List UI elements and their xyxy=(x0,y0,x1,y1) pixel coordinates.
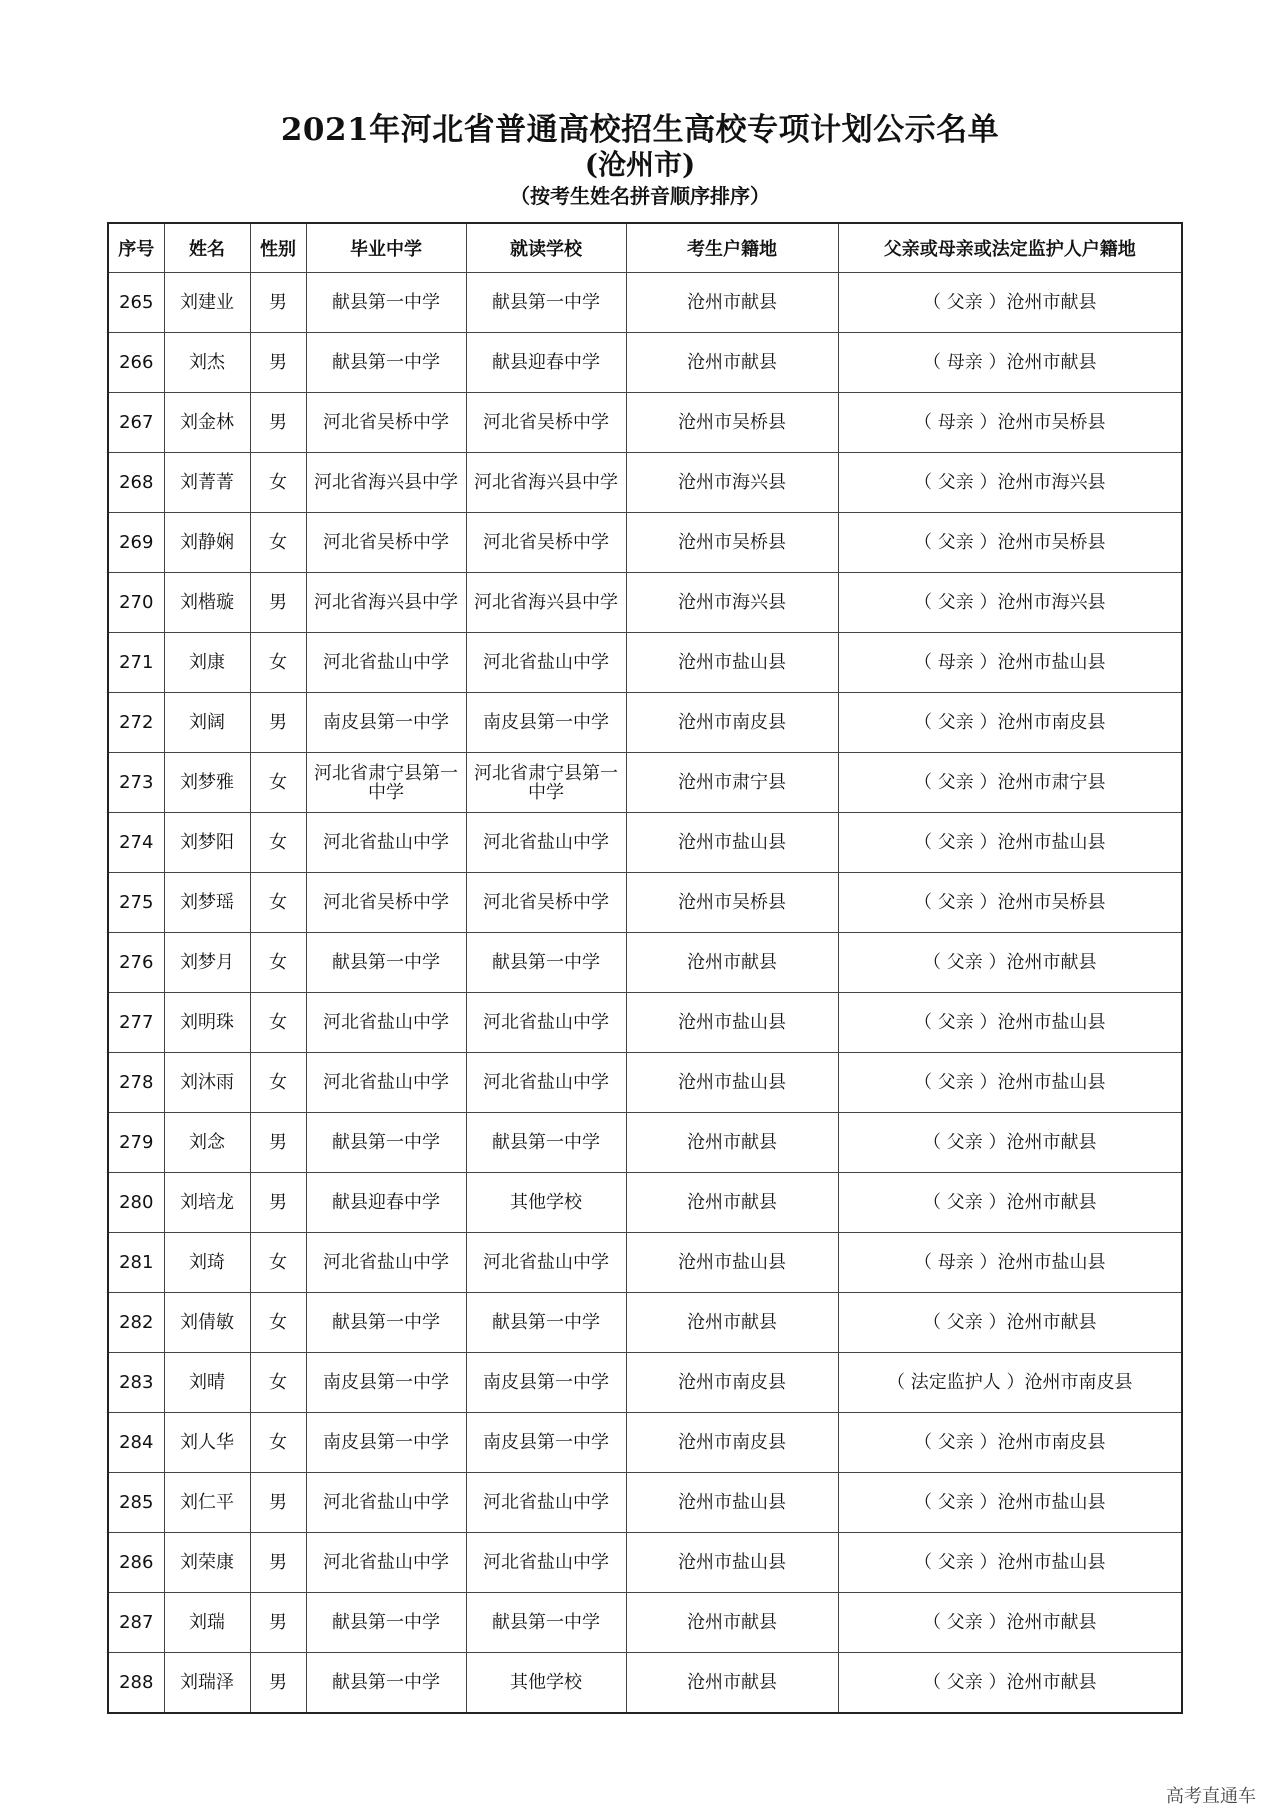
row-household-registration: 沧州市南皮县 xyxy=(626,1353,838,1413)
table-row xyxy=(108,1353,1182,1413)
admission-list-table xyxy=(107,222,1183,1714)
row-graduated-school: 河北省吴桥中学 xyxy=(306,513,466,573)
row-name: 刘倩敏 xyxy=(164,1293,250,1353)
table-row xyxy=(108,393,1182,453)
row-seq: 273 xyxy=(108,753,164,813)
row-graduated-school: 献县第一中学 xyxy=(306,933,466,993)
row-current-school: 河北省吴桥中学 xyxy=(466,873,626,933)
row-name: 刘杰 xyxy=(164,333,250,393)
row-graduated-school: 献县第一中学 xyxy=(306,1113,466,1173)
row-guardian-registration: （ 父亲 ）沧州市献县 xyxy=(838,1113,1182,1173)
row-household-registration: 沧州市海兴县 xyxy=(626,453,838,513)
column-header-gender: 性别 xyxy=(250,223,306,273)
table-row xyxy=(108,1053,1182,1113)
row-guardian-registration: （ 母亲 ）沧州市献县 xyxy=(838,333,1182,393)
row-name: 刘人华 xyxy=(164,1413,250,1473)
row-seq: 287 xyxy=(108,1593,164,1653)
row-guardian-registration: （ 父亲 ）沧州市海兴县 xyxy=(838,453,1182,513)
row-guardian-registration: （ 父亲 ）沧州市献县 xyxy=(838,273,1182,333)
row-gender: 男 xyxy=(250,1113,306,1173)
row-graduated-school: 河北省盐山中学 xyxy=(306,1533,466,1593)
row-guardian-registration: （ 母亲 ）沧州市吴桥县 xyxy=(838,393,1182,453)
row-current-school: 河北省吴桥中学 xyxy=(466,393,626,453)
row-current-school: 河北省海兴县中学 xyxy=(466,573,626,633)
row-current-school: 河北省盐山中学 xyxy=(466,813,626,873)
row-seq: 279 xyxy=(108,1113,164,1173)
row-name: 刘康 xyxy=(164,633,250,693)
table-row xyxy=(108,333,1182,393)
column-header-guardian-registration: 父亲或母亲或法定监护人户籍地 xyxy=(838,223,1182,273)
row-name: 刘明珠 xyxy=(164,993,250,1053)
row-name: 刘念 xyxy=(164,1113,250,1173)
row-name: 刘菁菁 xyxy=(164,453,250,513)
row-seq: 266 xyxy=(108,333,164,393)
row-seq: 272 xyxy=(108,693,164,753)
row-name: 刘楷璇 xyxy=(164,573,250,633)
row-gender: 女 xyxy=(250,1233,306,1293)
row-gender: 男 xyxy=(250,1593,306,1653)
row-current-school: 南皮县第一中学 xyxy=(466,693,626,753)
row-name: 刘瑞 xyxy=(164,1593,250,1653)
row-gender: 女 xyxy=(250,873,306,933)
row-seq: 270 xyxy=(108,573,164,633)
row-household-registration: 沧州市海兴县 xyxy=(626,573,838,633)
row-household-registration: 沧州市肃宁县 xyxy=(626,753,838,813)
row-current-school: 河北省盐山中学 xyxy=(466,1233,626,1293)
row-gender: 女 xyxy=(250,453,306,513)
row-gender: 女 xyxy=(250,1353,306,1413)
row-gender: 男 xyxy=(250,1173,306,1233)
row-gender: 女 xyxy=(250,1053,306,1113)
row-current-school: 河北省盐山中学 xyxy=(466,1533,626,1593)
row-name: 刘金林 xyxy=(164,393,250,453)
row-gender: 女 xyxy=(250,813,306,873)
row-gender: 女 xyxy=(250,1413,306,1473)
row-gender: 女 xyxy=(250,933,306,993)
row-gender: 女 xyxy=(250,1293,306,1353)
column-header-current-school: 就读学校 xyxy=(466,223,626,273)
table-row xyxy=(108,633,1182,693)
row-current-school: 河北省盐山中学 xyxy=(466,633,626,693)
row-seq: 280 xyxy=(108,1173,164,1233)
column-header-seq: 序号 xyxy=(108,223,164,273)
row-name: 刘梦阳 xyxy=(164,813,250,873)
row-household-registration: 沧州市献县 xyxy=(626,1293,838,1353)
row-graduated-school: 南皮县第一中学 xyxy=(306,1353,466,1413)
row-current-school: 献县第一中学 xyxy=(466,273,626,333)
row-guardian-registration: （ 父亲 ）沧州市盐山县 xyxy=(838,1053,1182,1113)
column-header-graduated-school: 毕业中学 xyxy=(306,223,466,273)
row-gender: 男 xyxy=(250,393,306,453)
row-seq: 269 xyxy=(108,513,164,573)
row-guardian-registration: （ 父亲 ）沧州市南皮县 xyxy=(838,693,1182,753)
row-current-school: 献县第一中学 xyxy=(466,1293,626,1353)
row-graduated-school: 河北省盐山中学 xyxy=(306,993,466,1053)
table-row xyxy=(108,453,1182,513)
row-name: 刘梦瑶 xyxy=(164,873,250,933)
row-seq: 276 xyxy=(108,933,164,993)
row-name: 刘荣康 xyxy=(164,1533,250,1593)
row-guardian-registration: （ 父亲 ）沧州市献县 xyxy=(838,1173,1182,1233)
row-guardian-registration: （ 父亲 ）沧州市吴桥县 xyxy=(838,513,1182,573)
row-guardian-registration: （ 母亲 ）沧州市盐山县 xyxy=(838,1233,1182,1293)
table-row xyxy=(108,933,1182,993)
row-current-school: 南皮县第一中学 xyxy=(466,1413,626,1473)
table-body xyxy=(108,273,1182,1714)
row-guardian-registration: （ 父亲 ）沧州市献县 xyxy=(838,933,1182,993)
table-row xyxy=(108,573,1182,633)
table-row xyxy=(108,693,1182,753)
row-seq: 267 xyxy=(108,393,164,453)
row-guardian-registration: （ 父亲 ）沧州市海兴县 xyxy=(838,573,1182,633)
table-row xyxy=(108,1533,1182,1593)
row-name: 刘静娴 xyxy=(164,513,250,573)
row-seq: 265 xyxy=(108,273,164,333)
row-seq: 285 xyxy=(108,1473,164,1533)
row-current-school: 河北省盐山中学 xyxy=(466,1053,626,1113)
row-seq: 282 xyxy=(108,1293,164,1353)
row-name: 刘瑞泽 xyxy=(164,1653,250,1714)
row-graduated-school: 河北省肃宁县第一中学 xyxy=(306,753,466,813)
row-gender: 男 xyxy=(250,1473,306,1533)
table-row xyxy=(108,873,1182,933)
row-seq: 284 xyxy=(108,1413,164,1473)
row-seq: 274 xyxy=(108,813,164,873)
row-gender: 女 xyxy=(250,513,306,573)
row-name: 刘琦 xyxy=(164,1233,250,1293)
column-header-name: 姓名 xyxy=(164,223,250,273)
row-seq: 277 xyxy=(108,993,164,1053)
row-graduated-school: 河北省盐山中学 xyxy=(306,1233,466,1293)
sort-note: （按考生姓名拼音顺序排序） xyxy=(510,184,770,208)
table-row xyxy=(108,1473,1182,1533)
row-household-registration: 沧州市献县 xyxy=(626,933,838,993)
row-household-registration: 沧州市吴桥县 xyxy=(626,513,838,573)
row-household-registration: 沧州市盐山县 xyxy=(626,633,838,693)
row-seq: 288 xyxy=(108,1653,164,1714)
row-gender: 男 xyxy=(250,1533,306,1593)
document-title: 2021年河北省普通高校招生高校专项计划公示名单 xyxy=(280,112,1000,148)
row-household-registration: 沧州市献县 xyxy=(626,1593,838,1653)
row-guardian-registration: （ 父亲 ）沧州市献县 xyxy=(838,1593,1182,1653)
table-row xyxy=(108,513,1182,573)
row-household-registration: 沧州市盐山县 xyxy=(626,1473,838,1533)
row-current-school: 献县第一中学 xyxy=(466,1593,626,1653)
row-current-school: 河北省吴桥中学 xyxy=(466,513,626,573)
row-household-registration: 沧州市盐山县 xyxy=(626,813,838,873)
row-current-school: 其他学校 xyxy=(466,1653,626,1714)
row-name: 刘沐雨 xyxy=(164,1053,250,1113)
row-household-registration: 沧州市盐山县 xyxy=(626,1233,838,1293)
row-graduated-school: 献县第一中学 xyxy=(306,1653,466,1714)
row-graduated-school: 河北省吴桥中学 xyxy=(306,873,466,933)
row-current-school: 献县第一中学 xyxy=(466,1113,626,1173)
row-household-registration: 沧州市献县 xyxy=(626,1653,838,1714)
row-current-school: 献县第一中学 xyxy=(466,933,626,993)
row-guardian-registration: （ 父亲 ）沧州市盐山县 xyxy=(838,1473,1182,1533)
row-guardian-registration: （ 父亲 ）沧州市吴桥县 xyxy=(838,873,1182,933)
row-gender: 男 xyxy=(250,333,306,393)
row-gender: 男 xyxy=(250,693,306,753)
row-current-school: 其他学校 xyxy=(466,1173,626,1233)
row-guardian-registration: （ 父亲 ）沧州市南皮县 xyxy=(838,1413,1182,1473)
row-graduated-school: 献县第一中学 xyxy=(306,1293,466,1353)
row-name: 刘晴 xyxy=(164,1353,250,1413)
row-gender: 男 xyxy=(250,1653,306,1714)
row-seq: 275 xyxy=(108,873,164,933)
row-guardian-registration: （ 法定监护人 ）沧州市南皮县 xyxy=(838,1353,1182,1413)
row-current-school: 河北省盐山中学 xyxy=(466,1473,626,1533)
row-household-registration: 沧州市盐山县 xyxy=(626,1533,838,1593)
row-name: 刘梦月 xyxy=(164,933,250,993)
column-header-household-registration: 考生户籍地 xyxy=(626,223,838,273)
row-graduated-school: 河北省海兴县中学 xyxy=(306,573,466,633)
document-subtitle: (沧州市) xyxy=(584,148,696,181)
row-graduated-school: 河北省盐山中学 xyxy=(306,1053,466,1113)
row-household-registration: 沧州市盐山县 xyxy=(626,1053,838,1113)
table-row xyxy=(108,1173,1182,1233)
row-household-registration: 沧州市南皮县 xyxy=(626,693,838,753)
row-graduated-school: 献县迎春中学 xyxy=(306,1173,466,1233)
row-gender: 男 xyxy=(250,573,306,633)
row-graduated-school: 河北省盐山中学 xyxy=(306,813,466,873)
row-graduated-school: 河北省吴桥中学 xyxy=(306,393,466,453)
table-row xyxy=(108,753,1182,813)
table-row xyxy=(108,273,1182,333)
row-seq: 271 xyxy=(108,633,164,693)
table-row xyxy=(108,1233,1182,1293)
row-household-registration: 沧州市献县 xyxy=(626,1173,838,1233)
row-graduated-school: 河北省盐山中学 xyxy=(306,1473,466,1533)
table-header-row xyxy=(108,223,1182,273)
row-household-registration: 沧州市献县 xyxy=(626,1113,838,1173)
row-name: 刘仁平 xyxy=(164,1473,250,1533)
row-gender: 男 xyxy=(250,273,306,333)
row-name: 刘梦雅 xyxy=(164,753,250,813)
row-graduated-school: 河北省盐山中学 xyxy=(306,633,466,693)
row-guardian-registration: （ 父亲 ）沧州市盐山县 xyxy=(838,993,1182,1053)
table-row xyxy=(108,993,1182,1053)
row-graduated-school: 献县第一中学 xyxy=(306,273,466,333)
table-row xyxy=(108,813,1182,873)
row-guardian-registration: （ 母亲 ）沧州市盐山县 xyxy=(838,633,1182,693)
row-name: 刘建业 xyxy=(164,273,250,333)
row-seq: 281 xyxy=(108,1233,164,1293)
row-current-school: 河北省肃宁县第一中学 xyxy=(466,753,626,813)
row-household-registration: 沧州市吴桥县 xyxy=(626,393,838,453)
row-guardian-registration: （ 父亲 ）沧州市献县 xyxy=(838,1293,1182,1353)
table-row xyxy=(108,1593,1182,1653)
table-row xyxy=(108,1653,1182,1714)
row-gender: 女 xyxy=(250,753,306,813)
row-current-school: 河北省盐山中学 xyxy=(466,993,626,1053)
row-gender: 女 xyxy=(250,993,306,1053)
row-current-school: 献县迎春中学 xyxy=(466,333,626,393)
row-guardian-registration: （ 父亲 ）沧州市肃宁县 xyxy=(838,753,1182,813)
table-row xyxy=(108,1113,1182,1173)
row-graduated-school: 献县第一中学 xyxy=(306,1593,466,1653)
row-gender: 女 xyxy=(250,633,306,693)
row-guardian-registration: （ 父亲 ）沧州市盐山县 xyxy=(838,813,1182,873)
row-current-school: 南皮县第一中学 xyxy=(466,1353,626,1413)
row-guardian-registration: （ 父亲 ）沧州市盐山县 xyxy=(838,1533,1182,1593)
row-seq: 278 xyxy=(108,1053,164,1113)
watermark-text: 高考直通车 xyxy=(1166,1786,1256,1807)
row-name: 刘培龙 xyxy=(164,1173,250,1233)
row-household-registration: 沧州市南皮县 xyxy=(626,1413,838,1473)
row-graduated-school: 河北省海兴县中学 xyxy=(306,453,466,513)
row-household-registration: 沧州市献县 xyxy=(626,273,838,333)
row-household-registration: 沧州市吴桥县 xyxy=(626,873,838,933)
row-seq: 283 xyxy=(108,1353,164,1413)
row-name: 刘阔 xyxy=(164,693,250,753)
row-guardian-registration: （ 父亲 ）沧州市献县 xyxy=(838,1653,1182,1714)
row-current-school: 河北省海兴县中学 xyxy=(466,453,626,513)
row-household-registration: 沧州市盐山县 xyxy=(626,993,838,1053)
row-seq: 268 xyxy=(108,453,164,513)
row-graduated-school: 南皮县第一中学 xyxy=(306,693,466,753)
table-row xyxy=(108,1413,1182,1473)
table-row xyxy=(108,1293,1182,1353)
row-graduated-school: 献县第一中学 xyxy=(306,333,466,393)
row-household-registration: 沧州市献县 xyxy=(626,333,838,393)
row-graduated-school: 南皮县第一中学 xyxy=(306,1413,466,1473)
row-seq: 286 xyxy=(108,1533,164,1593)
